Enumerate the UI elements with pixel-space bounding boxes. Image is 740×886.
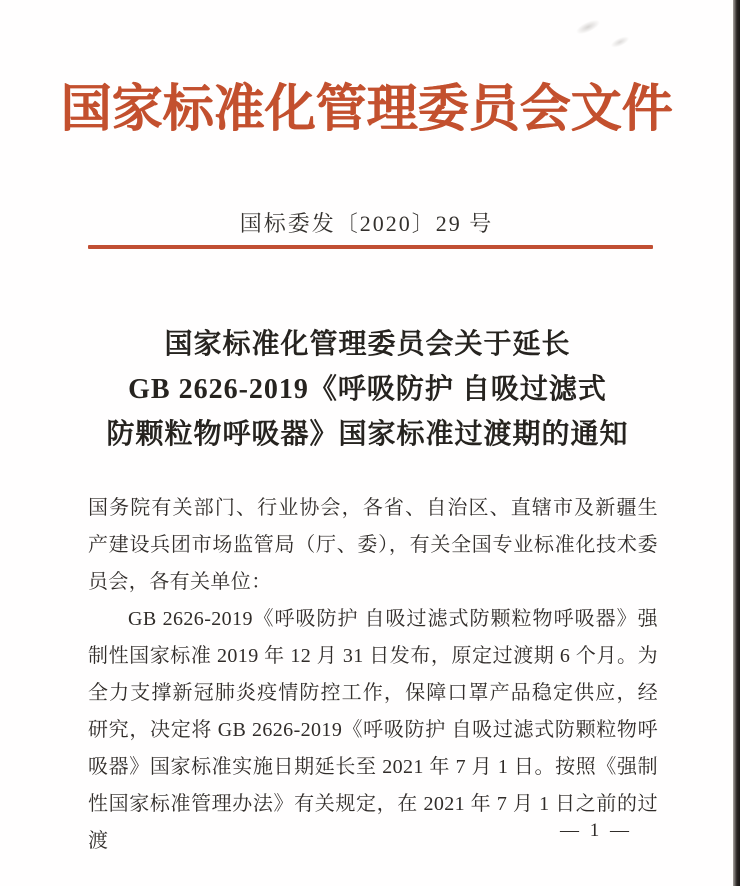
document-number: 国标委发〔2020〕29 号 — [239, 211, 494, 236]
notice-title-line-3: 防颗粒物呼吸器》国家标准过渡期的通知 — [106, 419, 629, 450]
body-paragraph: GB 2626-2019《呼吸防护 自吸过滤式防颗粒物呼吸器》强制性国家标准 2019 年 12 月 31 日发布，原定过渡期 6 个月。为全力支撑新冠肺炎疫情防控工作，保障口罩产品稳定供应，经研究，决定将 GB 2626-2019《呼吸防护 自吸过滤式防颗粒物呼吸器》国家标准实施日期延长至 2021 年 7 月 1 日。按照《强制性国家标准管理办法》有关规定，在 2021 年 7 月 1 日之前的过渡 — [88, 608, 658, 852]
document-body — [88, 490, 658, 860]
scan-smudge — [574, 17, 602, 37]
scan-smudge — [609, 34, 631, 50]
red-divider-line — [88, 245, 653, 249]
letterhead-title: 国家标准化管理委员会文件 — [60, 82, 673, 138]
page-number: — 1 — — [560, 820, 632, 841]
scan-edge-artifact — [733, 0, 740, 886]
notice-title — [40, 322, 695, 457]
salutation-text: 国务院有关部门、行业协会，各省、自治区、直辖市及新疆生产建设兵团市场监管局（厅、委），有关全国专业标准化技术委员会，各有关单位： — [88, 497, 658, 593]
notice-title-line-1: 国家标准化管理委员会关于延长 — [164, 329, 571, 360]
notice-title-line-2: GB 2626-2019《呼吸防护 自吸过滤式 — [128, 374, 607, 405]
